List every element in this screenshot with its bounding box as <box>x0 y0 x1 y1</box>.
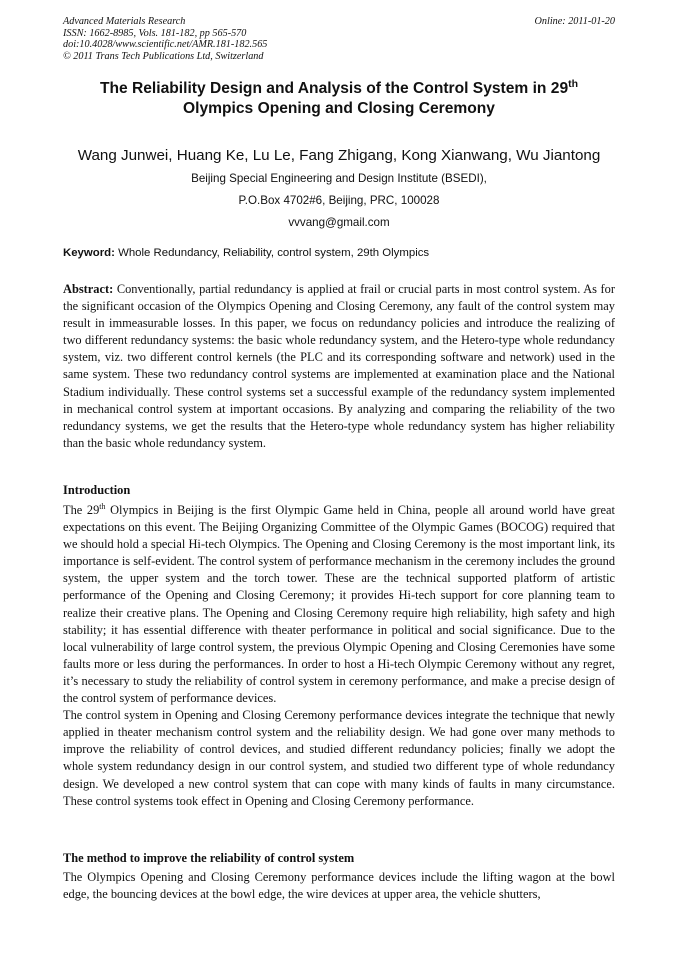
online-date: Online: 2011-01-20 <box>534 16 615 27</box>
title-line-1: The Reliability Design and Analysis of the Control System in 29th <box>99 77 579 97</box>
keyword-line <box>63 246 615 261</box>
introduction-body <box>63 502 615 810</box>
affiliation-block <box>63 168 615 234</box>
introduction-paragraph-2: The control system in Opening and Closing Ceremony performance devices integrate the technique that newly applied in theater mechanism control system and the reliability design. We had gone over many methods to improve the reliability of control devices, and studied different redundancy policies; finally we adopt the whole system redundancy design in our control system, and studied two different type of whole redundancy design. We developed a new control system that can cope with many kinds of faults in many circumstance. These control systems took effect in Opening and Closing Ceremony performance. <box>63 708 615 808</box>
affiliation-institute: Beijing Special Engineering and Design Institute (BSEDI), <box>191 172 487 185</box>
publication-header <box>63 16 615 62</box>
author-email: vvvang@gmail.com <box>288 216 390 229</box>
title-superscript: th <box>568 77 579 90</box>
abstract-text: Conventionally, partial redundancy is applied at frail or crucial parts in most control system. As for the significant occasion of the Olympics Opening and Closing Ceremony, any fault of the control system may result in immeasurable losses. In this paper, we focus on redundancy policies and introduce the realizing of two different redundancy systems: the basic whole redundancy system, and the Hetero-type whole redundancy system, viz. two different control kernels (the PLC and its corresponding software and network) used in the same system. These two redundancy control systems are implemented at examination place and the National Stadium individually. These control systems set a successful example of the redundancy system implemented in mechanical control system at important occasions. By analyzing and comparing the reliability of the two redundancy systems, we get the results that the Hetero-type whole redundancy system has higher reliability than the basic whole redundancy system. <box>63 282 615 450</box>
introduction-paragraph-1: The 29th Olympics in Beijing is the first Olympic Game held in China, people all around world have great expectations on this event. The Beijing Organizing Committee of the Olympic Games (BOCOG) required that we should hold a special Hi-tech Olympics. The Opening and Closing Ceremony is the most important link, its importance is self-evident. The control system of performance mechanism in the ceremony includes the ground system, the upper system and the torch tower. These are the technical supported platform of artistic performance of the Opening and Closing Ceremony; it provides Hi-tech support for core planning team to realize their creative plans. The Opening and Closing Ceremony require high reliability, high safety and high stability; it has essential difference with theater performance in political and social significance. Due to the local vulnerability of large control system, the previous Olympic Opening and Closing Ceremonies have some faults more or less during the performances. In order to host a Hi-tech Olympic Ceremony without any regret, it’s necessary to study the reliability of control system in ceremony performance, and make a precise design of the control system of performance devices. <box>63 501 616 706</box>
abstract-label: Abstract: <box>63 282 114 296</box>
affiliation-address: P.O.Box 4702#6, Beijing, PRC, 100028 <box>238 194 440 207</box>
keyword-label: Keyword: <box>63 247 115 259</box>
method-heading: The method to improve the reliability of control system <box>63 851 355 865</box>
paper-title <box>63 79 615 118</box>
keyword-text: Whole Redundancy, Reliability, control system, 29th Olympics <box>114 247 430 259</box>
intro-superscript: th <box>99 501 106 511</box>
doi-line: doi:10.4028/www.scientific.net/AMR.181-182.565 <box>63 39 268 51</box>
journal-name: Advanced Materials Research <box>63 16 186 27</box>
method-paragraph-1: The Olympics Opening and Closing Ceremony performance devices include the lifting wagon at the bowl edge, the bouncing devices at the bowl edge, the wire devices at upper area, the vehicle shutters, <box>63 870 615 902</box>
title-line-2: Olympics Opening and Closing Ceremony <box>183 99 495 117</box>
abstract-paragraph <box>63 281 615 452</box>
method-body <box>63 869 615 903</box>
copyright-line: © 2011 Trans Tech Publications Ltd, Switzerland <box>63 50 264 62</box>
introduction-heading: Introduction <box>63 483 131 497</box>
author-list: Wang Junwei, Huang Ke, Lu Le, Fang Zhigang, Kong Xianwang, Wu Jiantong <box>77 147 601 164</box>
issn-line: ISSN: 1662-8985, Vols. 181-182, pp 565-570 <box>63 27 247 39</box>
